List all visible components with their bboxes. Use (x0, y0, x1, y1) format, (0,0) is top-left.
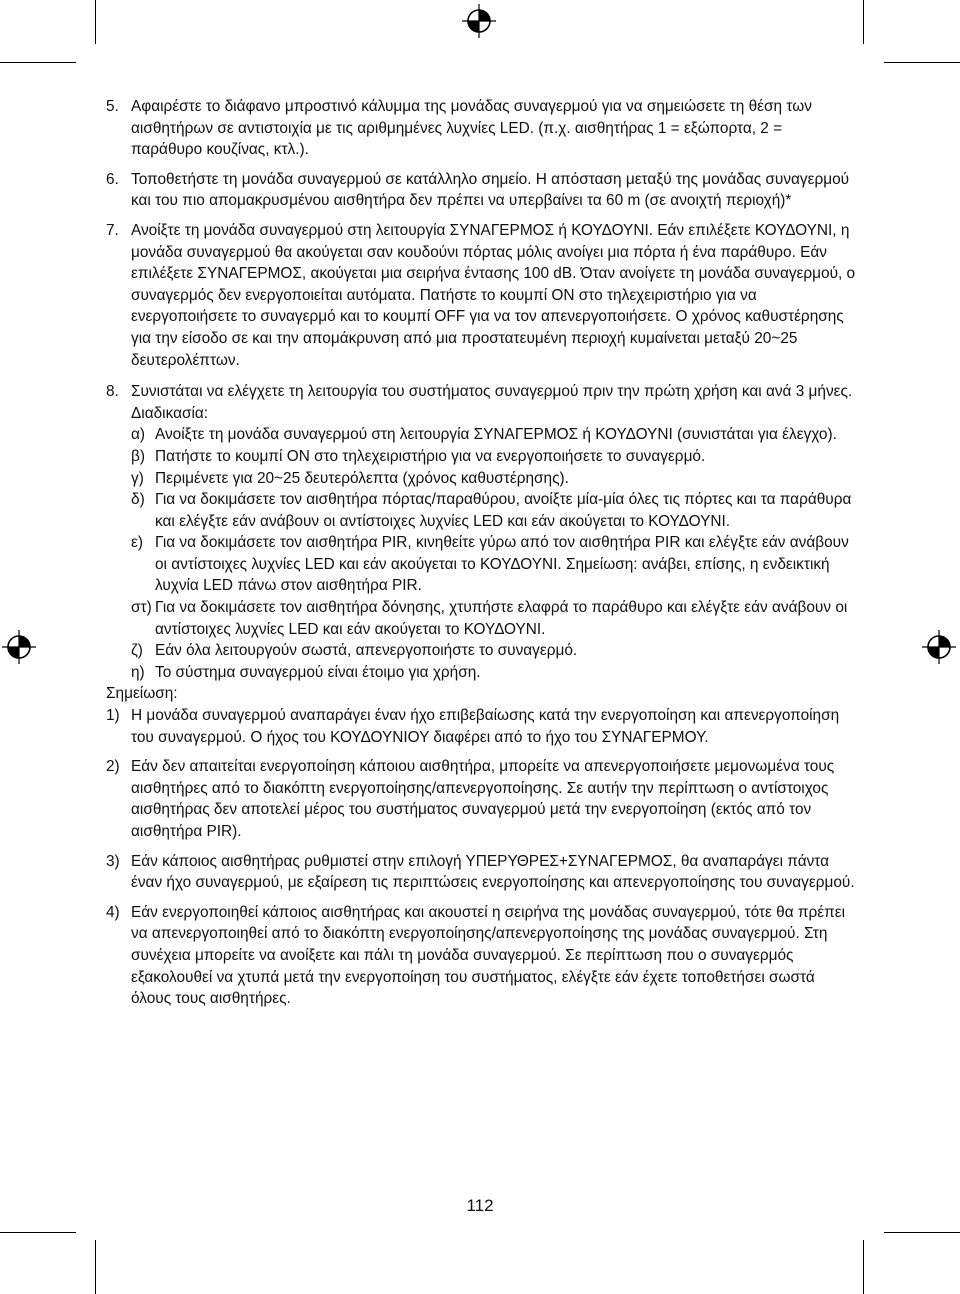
list-item (106, 381, 856, 403)
note-number: 2) (106, 758, 120, 776)
step-text: Το σύστημα συναγερμού είναι έτοιμο για χρήση. (155, 663, 481, 681)
step-label: α) (131, 426, 146, 444)
step-label: δ) (131, 491, 145, 509)
note-number: 1) (106, 707, 120, 725)
item-text: Τοποθετήστε τη μονάδα συναγερμού σε κατάλληλο σημείο. Η απόσταση μεταξύ της μονάδας συναγερμού και του πιο απομακρυσμένου αισθητήρα δεν πρέπει να υπερβαίνει τα 60 m (σε ανοιχτή περιοχή)* (131, 170, 850, 210)
note-item (106, 705, 856, 748)
item-text: Αφαιρέστε το διάφανο μπροστινό κάλυμμα της μονάδας συναγερμού για να σημειώσετε τη θέση των αισθητήρων σε αντιστοιχία με τις αριθμημένες λυχνίες LED. (π.χ. αισθητήρας 1 = εξώπορτα, 2 = παράθυρο κουζίνας, κτλ.). (131, 98, 812, 159)
page-number: 112 (466, 1196, 494, 1215)
note-item (106, 756, 856, 842)
step-text: Για να δοκιμάσετε τον αισθητήρα PIR, κινηθείτε γύρω από τον αισθητήρα PIR και ελέγξτε εάν ανάβουν οι αντίστοιχες λυχνίες LED και εάν ακούγεται το ΚΟΥΔΟΥΝΙ. Σημείωση: ανάβει, επίσης, η ενδεικτική λυχνία LED πάνω στον αισθητήρα PIR. (155, 534, 849, 595)
crop-mark (95, 1240, 96, 1294)
procedure-step (106, 424, 856, 446)
item-number: 8. (106, 383, 119, 401)
registration-mark-right-icon (922, 630, 956, 664)
registration-mark-left-icon (2, 630, 36, 664)
step-label: γ) (131, 469, 144, 487)
procedure-step (106, 468, 856, 490)
procedure-step (106, 489, 856, 532)
step-text: Για να δοκιμάσετε τον αισθητήρα πόρτας/παραθύρου, ανοίξτε μία-μία όλες τις πόρτες και τα παράθυρα και ελέγξτε εάν ανάβουν οι αντίστοιχες λυχνίες LED και εάν ακούγεται το ΚΟΥΔΟΥΝΙ. (155, 491, 852, 530)
notes-title: Σημείωση: (106, 685, 178, 703)
step-text: Για να δοκιμάσετε τον αισθητήρα δόνησης, χτυπήστε ελαφρά το παράθυρο και ελέγξτε εάν ανάβουν οι αντίστοιχες λυχνίες LED και εάν ακούγεται το ΚΟΥΔΟΥΝΙ. (155, 599, 848, 638)
item-text: Συνιστάται να ελέγχετε τη λειτουργία του συστήματος συναγερμού πριν την πρώτη χρήση και ανά 3 μήνες. (131, 383, 853, 401)
step-label: η) (131, 663, 145, 681)
list-item (106, 169, 856, 212)
procedure-title: Διαδικασία: (131, 404, 209, 422)
note-text: Εάν δεν απαιτείται ενεργοποίηση κάποιου αισθητήρα, μπορείτε να απενεργοποιήσετε μεμονωμένα τους αισθητήρες από το διακόπτη ενεργοποίησης/απενεργοποίησης. Σε αυτήν την περίπτωση ο αντίστοιχος αισθητήρας δεν αποτελεί μέρος του συστήματος συναγερμού μετά την ενεργοποίηση (εκτός από τον αισθητήρα PIR). (131, 758, 835, 840)
registration-mark-top-icon (462, 4, 496, 38)
document-body (106, 96, 856, 1010)
note-number: 3) (106, 852, 120, 870)
note-text: Εάν ενεργοποιηθεί κάποιος αισθητήρας και ακουστεί η σειρήνα της μονάδας συναγερμού, τότε θα πρέπει να απενεργοποιηθεί από το διακόπτη ενεργοποίησης/απενεργοποίησης της μονάδας συναγερμού. Στη συνέχεια μπορείτε να ανοίξετε και πάλι τη μονάδα συναγερμού. Σε περίπτωση που ο συναγερμός εξακολουθεί να χτυπά μετά την ενεργοποίηση του συστήματος, ελέγξτε εάν έχετε τοποθετήσει σωστά όλους τους αισθητήρες. (131, 903, 846, 1008)
procedure-step (106, 597, 856, 640)
step-label: β) (131, 447, 145, 465)
crop-mark (884, 1232, 960, 1233)
procedure-step (106, 532, 856, 597)
item-number: 7. (106, 221, 119, 239)
step-text: Εάν όλα λειτουργούν σωστά, απενεργοποιήστε το συναγερμό. (155, 642, 578, 660)
item-text: Ανοίξτε τη μονάδα συναγερμού στη λειτουργία ΣΥΝΑΓΕΡΜΟΣ ή ΚΟΥΔΟΥΝΙ. Εάν επιλέξετε ΚΟΥΔΟΥΝΙ, η μονάδα συναγερμού θα ακούγεται σαν κουδούνι πόρτας μόλις ανοίγει μια πόρτα ή ένα παράθυρο. Εάν επιλέξετε ΣΥΝΑΓΕΡΜΟΣ, ακούγεται μια σειρήνα έντασης 100 dB. Όταν ανοίγετε τη μονάδα συναγερμού, ο συναγερμός δεν ενεργοποιείται αυτόματα. Πατήστε το κουμπί ON στο τηλεχειριστήριο για να ενεργοποιήσετε το συναγερμό και το κουμπί OFF για να τον απενεργοποιήσετε. Ο χρόνος καθυστέρησης για την είσοδο σε και την απομάκρυνση από μια προστατευμένη περιοχή κυμαίνεται μεταξύ 20~25 δευτερολέπτων. (131, 221, 856, 369)
procedure-step (106, 446, 856, 468)
procedure-step (106, 640, 856, 662)
item-number: 6. (106, 170, 119, 188)
crop-mark (0, 62, 76, 63)
step-label: ζ) (131, 642, 143, 660)
list-item (106, 96, 856, 161)
note-item (106, 902, 856, 1010)
step-text: Περιμένετε για 20~25 δευτερόλεπτα (χρόνος καθυστέρησης). (155, 469, 569, 487)
item-number: 5. (106, 98, 119, 115)
note-text: Η μονάδα συναγερμού αναπαράγει έναν ήχο επιβεβαίωσης κατά την ενεργοποίηση και απενεργοποίηση του συναγερμού. Ο ήχος του ΚΟΥΔΟΥΝΙΟΥ διαφέρει από το ήχο του ΣΥΝΑΓΕΡΜΟΥ. (131, 707, 840, 746)
crop-mark (863, 1240, 864, 1294)
step-label: στ) (131, 599, 152, 617)
crop-mark (863, 0, 864, 44)
step-text: Πατήστε το κουμπί ON στο τηλεχειριστήριο για να ενεργοποιήσετε το συναγερμό. (155, 447, 706, 465)
list-item (106, 220, 856, 371)
note-item (106, 851, 856, 894)
crop-mark (95, 0, 96, 44)
note-number: 4) (106, 903, 120, 921)
crop-mark (884, 62, 960, 63)
step-text: Ανοίξτε τη μονάδα συναγερμού στη λειτουργία ΣΥΝΑΓΕΡΜΟΣ ή ΚΟΥΔΟΥΝΙ (συνιστάται για έλεγχο). (155, 426, 837, 444)
note-text: Εάν κάποιος αισθητήρας ρυθμιστεί στην επιλογή ΥΠΕΡΥΘΡΕΣ+ΣΥΝΑΓΕΡΜΟΣ, θα αναπαράγει πάντα έναν ήχο συναγερμού, με εξαίρεση τις περιπτώσεις ενεργοποίησης και απενεργοποίησης του συναγερμού. (131, 852, 855, 892)
step-label: ε) (131, 534, 143, 552)
crop-mark (0, 1232, 76, 1233)
procedure-step (106, 662, 856, 684)
